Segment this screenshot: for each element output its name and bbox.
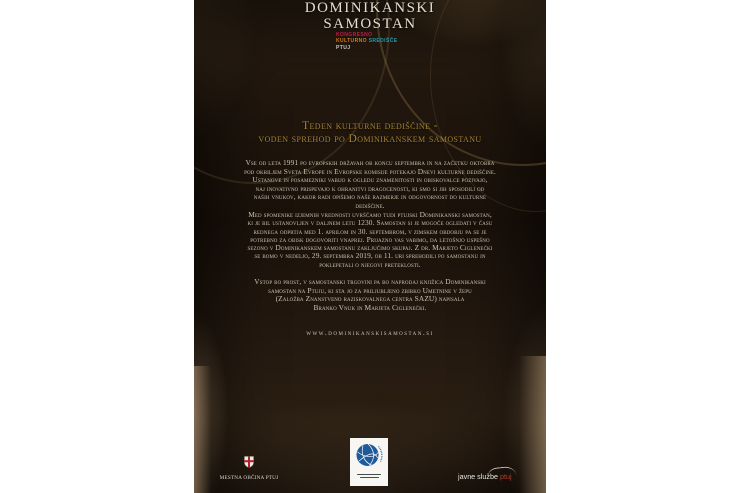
logo-subtitle-line3: PTUJ <box>336 44 351 51</box>
paragraph-line: Ustanove in posamezniki vabijo k ogledu znamenitosti in obiskovalce pozivajo, <box>252 175 488 185</box>
paragraph-admission <box>200 278 540 312</box>
publisher-logo-card <box>350 438 388 486</box>
paragraph-line: Branko Vnuk in Marjeta Ciglenečki. <box>313 302 427 312</box>
paragraph-line: samostan na Ptuju, ki sta jo za priljubljeno zbirko Umetnine v žepu <box>268 285 472 295</box>
javne-sluzbe-ptuj-text <box>458 472 512 481</box>
poster-title-line1: DOMINIKANSKI <box>304 0 436 16</box>
paragraph-line: sezono v Dominikanskem samostanu zaključimo skupaj. Z dr. Marjeto Ciglenečki <box>247 243 493 253</box>
paragraph-monastery-event <box>200 211 540 269</box>
ptuj-coat-of-arms-icon <box>244 456 254 468</box>
logo-subtitle-line2 <box>336 38 397 44</box>
paragraph-line: Vse od leta 1991 po evropskih državah ob koncu septembra in na začetku oktobra <box>245 158 495 167</box>
paragraph-line: (Založba Znanstveno raziskovalnega centra SAZU) napisala <box>275 294 465 304</box>
paragraph-line: naših vnukov, kakor radi opišemo naše razmerje in odgovornost do kulturne <box>253 192 487 202</box>
publisher-micro-text-line <box>360 477 379 479</box>
venue-logo-subtitle <box>336 32 397 51</box>
logo-subtitle-line1: KONGRESNO <box>336 32 373 38</box>
paragraph-line: Vstop bo prost, v samostanski trgovini pa bo naprodaj knjižica Dominikanski <box>254 277 486 286</box>
paragraph-line: potrebno za obisk dogovoriti vnaprej. Prijazno vas vabimo, da letošnjo uspešno <box>250 234 490 244</box>
paragraph-line: dediščine. <box>355 200 385 210</box>
logo-subtitle-line2a: KULTURNO <box>336 38 367 45</box>
paragraph-line: se bomo v nedeljo, 29. septembra 2019, ob 11. uri sprehodili po samostanu in <box>254 251 486 261</box>
event-heading <box>194 120 546 146</box>
website-url: www.dominikanskisamostan.si <box>306 328 434 337</box>
services-label-red: ptuj <box>499 472 512 481</box>
services-label-white: javne službe <box>458 472 498 481</box>
corridor-wall-right <box>519 356 546 493</box>
publisher-micro-text-line <box>357 474 381 476</box>
event-heading-line1: Teden kulturne dediščine - <box>302 120 438 132</box>
paragraph-line: pod okriljem Sveta Evrope in Evropske komisije potekajo Dnevi kulturne dediščine. <box>244 166 496 176</box>
municipality-label: MESTNA OBČINA PTUJ <box>219 475 279 481</box>
paragraph-line: Med spomenike izjemnih vrednosti uvrščamo tudi ptujski Dominikanski samostan, <box>248 210 492 219</box>
zrc-globe-icon <box>354 441 384 471</box>
paragraph-line: rednega odprtja med 1. aprilom in 30. septembrom, v zimskem obdobju pa se je <box>253 226 487 236</box>
poster-title <box>194 1 546 32</box>
javne-sluzbe-ptuj-logo <box>458 472 512 481</box>
swoosh-decoration <box>488 466 517 479</box>
municipality-logo <box>210 455 288 481</box>
logo-subtitle-line2b: SREDIŠČE <box>368 38 398 45</box>
monastery-poster <box>194 0 546 493</box>
paragraph-line: naj inovativno prispevajo k ohranitvi dragocenosti, ki smo si jih sposodili od <box>255 183 485 193</box>
paragraph-heritage-days <box>200 159 540 211</box>
event-heading-line2: voden sprehod po Dominikanskem samostanu <box>258 133 482 145</box>
poster-title-line2: SAMOSTAN <box>323 15 417 32</box>
paragraph-line: ki je bil ustanovljen v daljnem letu 1230. Samostan si je mogoče ogledati v času <box>247 218 493 228</box>
paragraph-line: poklepetali o njegovi preteklosti. <box>319 259 421 269</box>
corridor-wall-left <box>194 366 211 493</box>
